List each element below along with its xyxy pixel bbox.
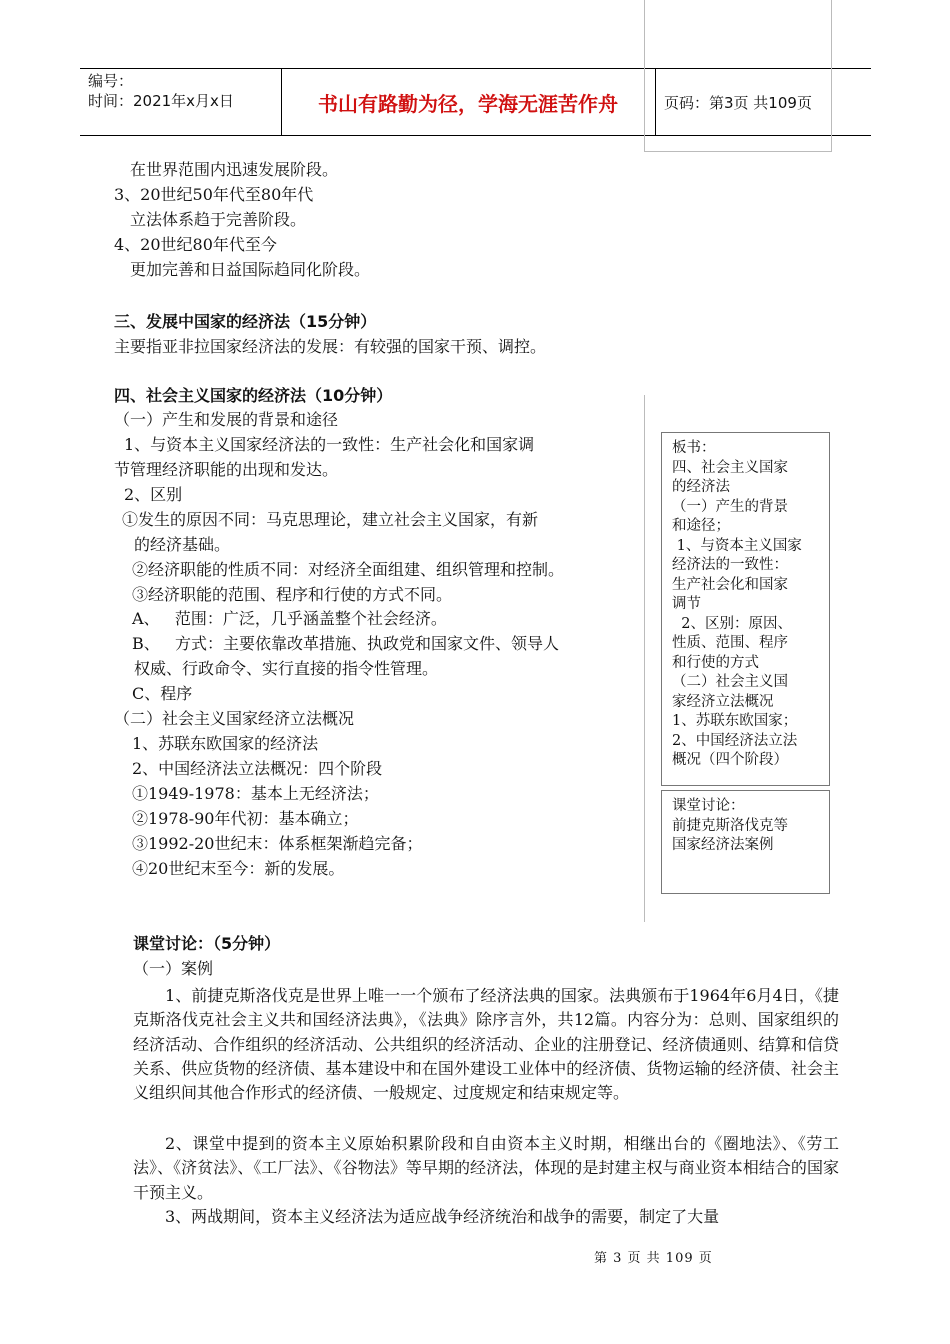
text-line: 2、中国经济法立法概况：四个阶段 [132,759,383,778]
paragraph: 3、两战期间，资本主义经济法为适应战争经济统治和战争的需要，制定了大量 [165,1207,720,1226]
header-divider-left [281,68,282,135]
document-number: 编号： [88,72,134,90]
text-line: 在世界范围内迅速发展阶段。 [130,160,339,179]
header-page-info: 页码：第3页 共109页 [664,94,812,112]
note-line: 国家经济法案例 [672,837,774,853]
header-motto: 书山有路勤为径，学海无涯苦作舟 [318,92,618,116]
note-line: 1、与资本主义国家 [672,537,802,554]
text-line: C、程序 [132,684,193,703]
text-line: 2、区别 [124,485,183,504]
text-line: 主要指亚非拉国家经济法的发展：有较强的国家干预、调控。 [114,337,547,356]
note-line: 2、中国经济法立法 [672,732,798,749]
section-heading: 三、发展中国家的经济法（15分钟） [114,312,377,331]
page-footer: 第 3 页 共 109 页 [594,1251,713,1266]
board-notes-box [661,432,830,786]
note-line: 和行使的方式 [672,654,759,671]
text-line: ②1978-90年代初：基本确立； [132,809,359,828]
text-line: （一）产生和发展的背景和途径 [114,410,339,429]
note-line: 2、区别：原因、 [672,615,792,632]
section-heading: 课堂讨论：（5分钟） [133,934,281,953]
text-line: 1、苏联东欧国家的经济法 [132,734,319,753]
note-line: 调节 [672,596,701,612]
text-line: 更加完善和日益国际趋同化阶段。 [130,260,371,279]
note-line: 课堂讨论： [672,798,745,814]
note-line: 1、苏联东欧国家； [672,713,798,729]
text-line: （二）社会主义国家经济立法概况 [114,709,355,728]
text-line: ②经济职能的性质不同：对经济全面组建、组织管理和控制。 [132,560,565,579]
text-line: （一）案例 [133,959,214,978]
text-line: B、 方式：主要依靠改革措施、执政党和国家文件、领导人 [132,634,560,653]
text-line: ③经济职能的范围、程序和行使的方式不同。 [132,585,453,604]
text-line: 的经济基础。 [134,535,231,554]
text-line: ①1949-1978：基本上无经济法； [132,784,379,803]
note-line: 概况（四个阶段） [672,752,788,768]
text-line: 权威、行政命令、实行直接的指令性管理。 [134,659,439,678]
text-line: ③1992-20世纪末：体系框架渐趋完备； [132,834,423,853]
header-meta [88,72,234,110]
text-line: 3、20世纪50年代至80年代 [114,185,314,204]
document-date: 时间：2021年x月x日 [88,92,234,110]
paragraph: 2、课堂中提到的资本主义原始积累阶段和自由资本主义时期，相继出台的《圈地法》、《劳工法》、《济贫法》、《工厂法》、《谷物法》等早期的经济法，体现的是封建主权与商业资本相结合的国家干预主义。 [133,1134,839,1202]
text-line: A、 范围：广泛，几乎涵盖整个社会经济。 [132,609,447,628]
note-line: 经济法的一致性： [672,557,788,573]
note-line: 前捷克斯洛伐克等 [672,817,788,834]
note-line: 家经济立法概况 [672,693,774,710]
text-line: 1、与资本主义国家经济法的一致性：生产社会化和国家调 [124,435,535,454]
note-line: 性质、范围、程序 [672,635,788,651]
note-line: 和途径； [672,518,730,534]
text-line: 立法体系趋于完善阶段。 [130,210,307,229]
discussion-notes-box [661,790,830,894]
text-line: 节管理经济职能的出现和发达。 [114,460,339,479]
header-side-frame [644,0,832,152]
text-line: 4、20世纪80年代至今 [114,235,277,254]
note-line: 板书： [672,440,716,456]
note-line: 生产社会化和国家 [672,576,788,593]
note-line: 的经济法 [672,479,730,495]
text-line: ④20世纪末至今：新的发展。 [132,859,345,878]
note-line: （一）产生的背景 [672,498,788,515]
text-line: ①发生的原因不同：马克思理论，建立社会主义国家，有新 [122,510,539,529]
section-heading: 四、社会主义国家的经济法（10分钟） [114,386,393,405]
note-line: 四、社会主义国家 [672,459,788,476]
note-line: （二）社会主义国 [672,674,788,690]
margin-guide [644,395,645,922]
paragraph: 1、前捷克斯洛伐克是世界上唯一一个颁布了经济法典的国家。法典颁布于1964年6月4日，《捷克斯洛伐克社会主义共和国经济法典》，《法典》除序言外，共12篇。内容分为：总则、国家组织的经济活动、合作组织的经济活动、公共组织的经济活动、企业的注册登记、经济债通则、结算和信贷关系、供应货物的经济债、基本建设中和在国外建设工业体中的经济债、货物运输的经济债、社会主义组织间其他合作形式的经济债、一般规定、过度规定和结束规定等。 [133,986,839,1103]
